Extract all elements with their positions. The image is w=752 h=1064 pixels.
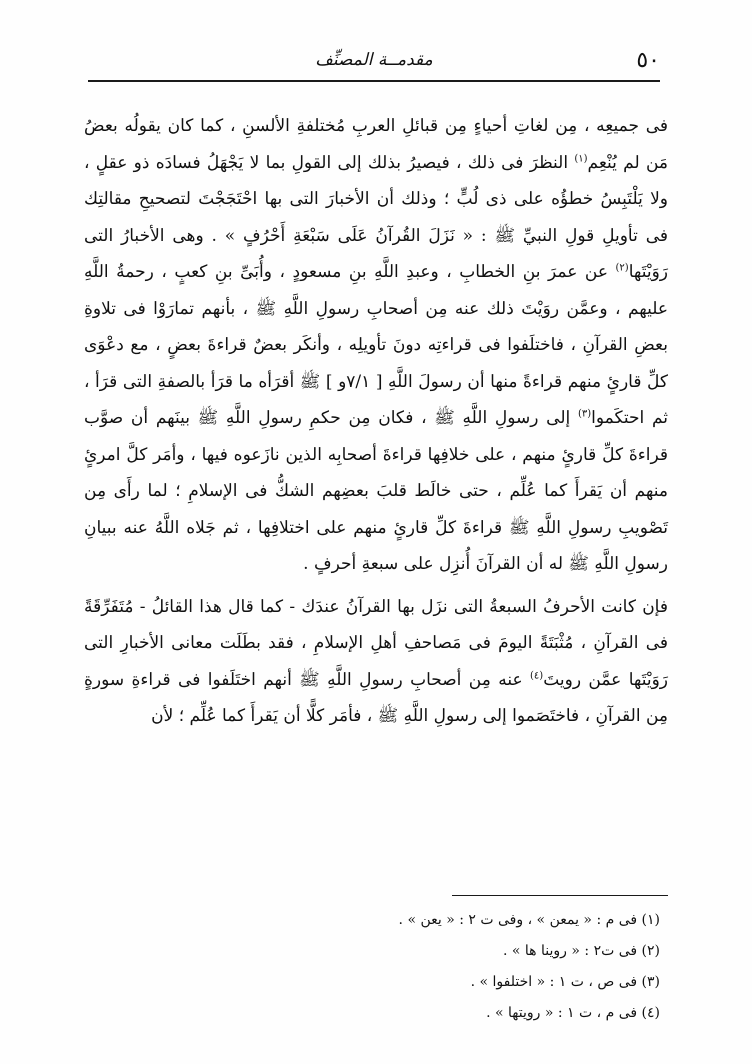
footnote-divider <box>452 895 668 896</box>
paragraph-2 <box>84 589 668 735</box>
footnote-marker: (١) <box>574 152 588 164</box>
main-text <box>84 108 668 735</box>
text-run: عن عمرَ بنِ الخطابِ ، وعبدِ اللَّهِ بنِ مسعودٍ ، وأُبَىِّ بنِ كعبٍ ، رحمةُ اللَّهِ عليهم ، وعمَّن روَيْتَ ذلك عنه مِن أصحابِ رسولِ اللَّهِ ﷺ ، بأنهم تمارَوْا فى تلاوةِ بعضِ القرآنِ ، فاختلَفوا فى قراءتِه دونَ تأويلِه ، وأنكَر بعضٌ قراءةَ بعضٍ ، مع دعْوَى كلِّ قارئٍ منهم قراءةً منها أن رسولَ اللَّهِ [ ٧/١و ] ﷺ أقرَأه ما قرَأ بالصفةِ التى قرَأ ، ثم احتكَموا <box>84 262 668 428</box>
footnote-4: (٤) فى م ، ت ١ : « رويتها » . <box>486 1005 660 1021</box>
text-run: إلى رسولِ اللَّهِ ﷺ ، فكان مِن حكمِ رسولِ اللَّهِ ﷺ بينَهم أن صوَّب قراءةَ كلِّ قارئٍ منهم ، على خلافِها قراءةَ أصحابِه الذين نازَعوه فيها ، وأمَر كلَّ امرئٍ منهم أن يَقرأَ كما عُلِّم ، حتى خالَط قلبَ بعضِهم الشكُّ فى الإسلامِ ؛ لما رأَى مِن تَصْويبِ رسولِ اللَّهِ ﷺ قراءةَ كلِّ قارئٍ منهم على اختلافِها ، ثم جَلاه اللَّهُ عنه ببيانِ رسولِ اللَّهِ ﷺ له أن القرآنَ أُنزِل على سبعةِ أحرفٍ . <box>84 408 668 574</box>
text-run: عنه مِن أصحابِ رسولِ اللَّهِ ﷺ أنهم اختَلَفوا فى قراءةِ سورةٍ مِن القرآنِ ، فاختَصَموا إلى رسولِ اللَّهِ ﷺ ، فأمَر كلًّا أن يَقرأَ كما عُلِّم ؛ لأن <box>84 669 668 726</box>
running-title: مقدمــة المصنِّف <box>315 50 433 70</box>
footnote-marker: (٤) <box>530 669 544 681</box>
footnote-2: (٢) فى ت٢ : « روينا ها » . <box>503 943 660 959</box>
footnote-marker: (٣) <box>577 408 592 420</box>
footnote-3: (٣) فى ص ، ت ١ : « اختلفوا » . <box>470 974 660 990</box>
paragraph-1 <box>84 108 668 583</box>
page-header <box>88 48 660 82</box>
text-run: فى جميعِه ، مِن لغاتِ أحياءٍ مِن قبائلِ العربِ مُختلفةِ الألسنِ ، كما كان يقولُه بعضُ مَن لم يُنْعِم <box>84 116 668 173</box>
footnotes <box>84 905 660 1029</box>
footnote-1: (١) فى م : « يمعن » ، وفى ت ٢ : « يعن » . <box>398 912 660 928</box>
page-number: ٥٠ <box>636 48 660 73</box>
footnote-marker: (٢) <box>615 262 629 274</box>
text-run: فإن كانت الأحرفُ السبعةُ التى نزَل بها القرآنُ عندَك - كما قال هذا القائلُ - مُتَفَرِّقَةً فى القرآنِ ، مُثْبَتَةً اليومَ فى مَصاحفِ أهلِ الإسلامِ ، فقد بطَلَت معانى الأخبارِ التى رَوَيْتَها عمَّن رويتَ <box>84 596 669 690</box>
text-run: النظرَ فى ذلك ، فيصيرُ بذلك إلى القولِ بما لا يَجْهَلُ فسادَه ذو عقلٍ ، ولا يَلْتَبِسُ خطؤُه على ذى لُبٍّ ؛ وذلك أن الأخبارَ التى بها احْتَجَجْتَ لتصحيحِ مقالتِك فى تأويلِ قولِ النبيِّ ﷺ : « نَزَلَ القُرآنُ عَلَى سَبْعَةِ أَحْرُفٍ » . وهى الأخبارُ التى رَوَيْتَها <box>84 152 668 282</box>
